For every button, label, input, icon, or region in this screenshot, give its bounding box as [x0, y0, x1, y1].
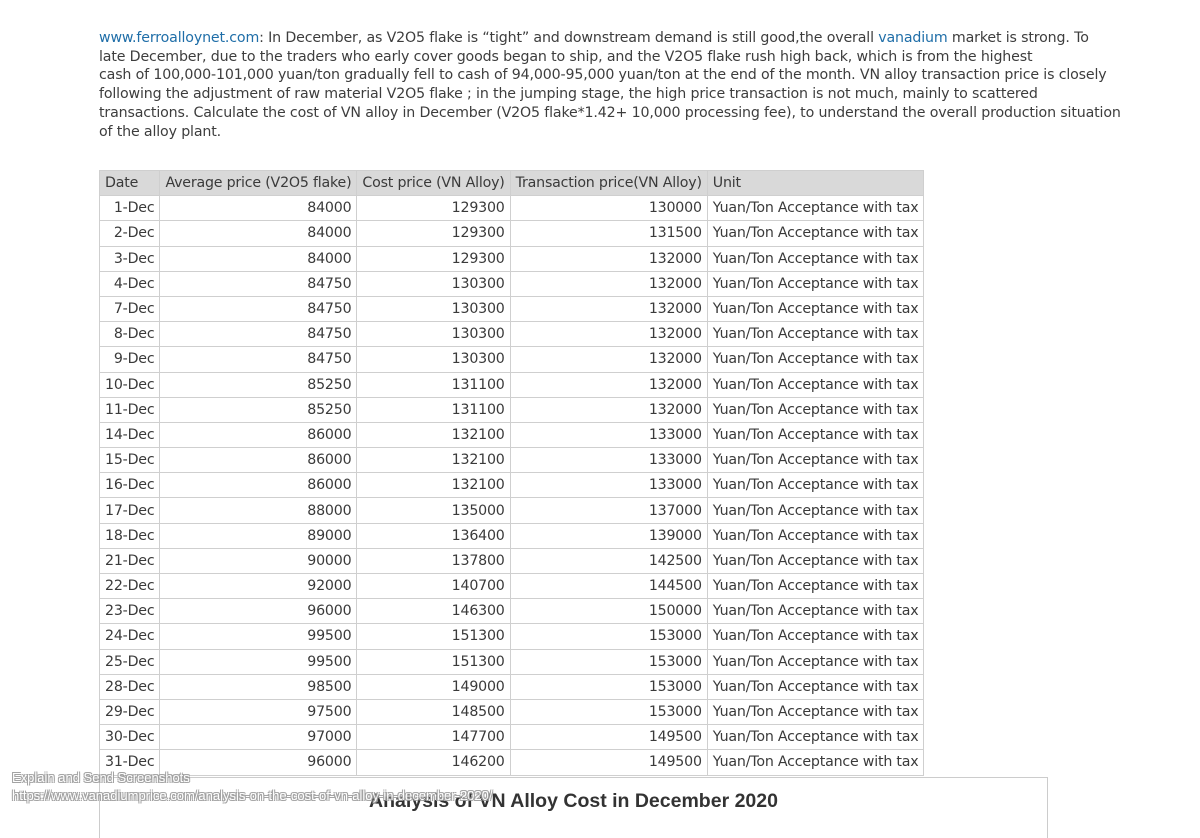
cell-transaction-price: 153000	[510, 674, 707, 699]
cell-unit: Yuan/Ton Acceptance with tax	[707, 574, 924, 599]
cell-date: 2-Dec	[100, 221, 160, 246]
table-row	[100, 574, 924, 599]
cell-date: 4-Dec	[100, 271, 160, 296]
cell-cost-price: 135000	[357, 498, 510, 523]
cell-cost-price: 146200	[357, 750, 510, 775]
cell-date: 24-Dec	[100, 624, 160, 649]
table-row	[100, 674, 924, 699]
cell-unit: Yuan/Ton Acceptance with tax	[707, 296, 924, 321]
cell-transaction-price: 149500	[510, 750, 707, 775]
cell-unit: Yuan/Ton Acceptance with tax	[707, 397, 924, 422]
cell-cost-price: 132100	[357, 448, 510, 473]
cell-average-price: 84000	[160, 221, 357, 246]
cell-average-price: 98500	[160, 674, 357, 699]
cell-unit: Yuan/Ton Acceptance with tax	[707, 649, 924, 674]
table-row	[100, 322, 924, 347]
cell-transaction-price: 132000	[510, 397, 707, 422]
cell-date: 25-Dec	[100, 649, 160, 674]
cell-average-price: 86000	[160, 473, 357, 498]
cell-average-price: 86000	[160, 422, 357, 447]
table-row	[100, 599, 924, 624]
cell-cost-price: 146300	[357, 599, 510, 624]
cell-transaction-price: 133000	[510, 448, 707, 473]
cell-average-price: 88000	[160, 498, 357, 523]
watermark-caption: Explain and Send Screenshots	[12, 770, 190, 785]
intro-line-1-tail: market is strong. To	[947, 30, 1089, 46]
cell-cost-price: 136400	[357, 523, 510, 548]
cell-transaction-price: 142500	[510, 548, 707, 573]
cell-date: 7-Dec	[100, 296, 160, 321]
cell-unit: Yuan/Ton Acceptance with tax	[707, 674, 924, 699]
cell-cost-price: 129300	[357, 246, 510, 271]
cell-date: 23-Dec	[100, 599, 160, 624]
cell-cost-price: 131100	[357, 397, 510, 422]
table-header-row	[100, 171, 924, 196]
intro-line-4: following the adjustment of raw material V2O5 flake ; in the jumping stage, the high price transaction is not much, mainly to scattered	[99, 86, 1038, 103]
header-cost-price: Cost price (VN Alloy)	[357, 171, 510, 196]
cell-average-price: 99500	[160, 624, 357, 649]
intro-line-3: cash of 100,000-101,000 yuan/ton gradually fell to cash of 94,000-95,000 yuan/ton at the end of the month. VN alloy transaction price is closely	[99, 67, 1107, 84]
table-row	[100, 523, 924, 548]
cell-date: 28-Dec	[100, 674, 160, 699]
intro-line-6: of the alloy plant.	[99, 123, 221, 140]
table-row	[100, 397, 924, 422]
cell-date: 30-Dec	[100, 725, 160, 750]
cell-date: 8-Dec	[100, 322, 160, 347]
cell-cost-price: 137800	[357, 548, 510, 573]
cell-transaction-price: 133000	[510, 422, 707, 447]
table-row	[100, 271, 924, 296]
cell-cost-price: 131100	[357, 372, 510, 397]
cell-transaction-price: 139000	[510, 523, 707, 548]
intro-line-5: transactions. Calculate the cost of VN alloy in December (V2O5 flake*1.42+ 10,000 processing fee), to understand the overall production situation	[99, 104, 1121, 121]
cell-cost-price: 130300	[357, 271, 510, 296]
cell-average-price: 92000	[160, 574, 357, 599]
cell-cost-price: 151300	[357, 649, 510, 674]
intro-paragraph	[99, 29, 1121, 141]
cell-cost-price: 151300	[357, 624, 510, 649]
cell-unit: Yuan/Ton Acceptance with tax	[707, 448, 924, 473]
cell-cost-price: 147700	[357, 725, 510, 750]
cell-unit: Yuan/Ton Acceptance with tax	[707, 196, 924, 221]
cell-unit: Yuan/Ton Acceptance with tax	[707, 221, 924, 246]
header-date: Date	[100, 171, 160, 196]
cell-cost-price: 130300	[357, 296, 510, 321]
cell-average-price: 84000	[160, 246, 357, 271]
cell-average-price: 85250	[160, 397, 357, 422]
table-row	[100, 448, 924, 473]
cell-date: 22-Dec	[100, 574, 160, 599]
cell-average-price: 84750	[160, 347, 357, 372]
cell-transaction-price: 137000	[510, 498, 707, 523]
header-transaction-price: Transaction price(VN Alloy)	[510, 171, 707, 196]
intro-line-1-text: : In December, as V2O5 flake is “tight” and downstream demand is still good,the overall	[259, 30, 879, 46]
cell-date: 17-Dec	[100, 498, 160, 523]
cell-average-price: 86000	[160, 448, 357, 473]
intro-line-2: late December, due to the traders who early cover goods began to ship, and the V2O5 flake rush high back, which is from the highest	[99, 48, 1033, 65]
cell-average-price: 85250	[160, 372, 357, 397]
cell-cost-price: 129300	[357, 221, 510, 246]
cell-transaction-price: 132000	[510, 347, 707, 372]
chart-title: Analysis of VN Alloy Cost in December 2020	[369, 790, 778, 812]
cell-date: 1-Dec	[100, 196, 160, 221]
cell-transaction-price: 131500	[510, 221, 707, 246]
table-row	[100, 699, 924, 724]
cell-average-price: 84000	[160, 196, 357, 221]
table-row	[100, 221, 924, 246]
cell-average-price: 89000	[160, 523, 357, 548]
cell-average-price: 96000	[160, 750, 357, 775]
cell-transaction-price: 132000	[510, 271, 707, 296]
cell-unit: Yuan/Ton Acceptance with tax	[707, 246, 924, 271]
cell-date: 29-Dec	[100, 699, 160, 724]
cell-date: 31-Dec	[100, 750, 160, 775]
cell-cost-price: 132100	[357, 422, 510, 447]
cell-transaction-price: 130000	[510, 196, 707, 221]
cell-unit: Yuan/Ton Acceptance with tax	[707, 372, 924, 397]
cell-average-price: 97000	[160, 725, 357, 750]
cell-date: 16-Dec	[100, 473, 160, 498]
cell-unit: Yuan/Ton Acceptance with tax	[707, 725, 924, 750]
table-row	[100, 725, 924, 750]
cell-date: 11-Dec	[100, 397, 160, 422]
cell-date: 18-Dec	[100, 523, 160, 548]
cell-date: 3-Dec	[100, 246, 160, 271]
table-row	[100, 750, 924, 775]
cell-unit: Yuan/Ton Acceptance with tax	[707, 699, 924, 724]
table-row	[100, 473, 924, 498]
ferroalloynet-link[interactable]: www.ferroalloynet.com	[99, 30, 260, 46]
cell-unit: Yuan/Ton Acceptance with tax	[707, 422, 924, 447]
cell-unit: Yuan/Ton Acceptance with tax	[707, 599, 924, 624]
cell-cost-price: 130300	[357, 347, 510, 372]
cell-date: 10-Dec	[100, 372, 160, 397]
cell-average-price: 84750	[160, 296, 357, 321]
cell-unit: Yuan/Ton Acceptance with tax	[707, 624, 924, 649]
watermark-url: https://www.vanadiumprice.com/analysis-on-the-cost-of-vn-alloy-in-december-2020/	[12, 788, 493, 803]
cell-transaction-price: 133000	[510, 473, 707, 498]
table-row	[100, 372, 924, 397]
table-row	[100, 246, 924, 271]
cell-date: 21-Dec	[100, 548, 160, 573]
cell-transaction-price: 132000	[510, 372, 707, 397]
cell-transaction-price: 149500	[510, 725, 707, 750]
header-average-price: Average price (V2O5 flake)	[160, 171, 357, 196]
cell-cost-price: 129300	[357, 196, 510, 221]
cell-unit: Yuan/Ton Acceptance with tax	[707, 473, 924, 498]
cell-unit: Yuan/Ton Acceptance with tax	[707, 523, 924, 548]
cell-cost-price: 140700	[357, 574, 510, 599]
cell-average-price: 84750	[160, 322, 357, 347]
cell-date: 9-Dec	[100, 347, 160, 372]
chart-frame	[99, 777, 1048, 838]
cell-cost-price: 149000	[357, 674, 510, 699]
cell-date: 14-Dec	[100, 422, 160, 447]
cell-unit: Yuan/Ton Acceptance with tax	[707, 322, 924, 347]
cell-transaction-price: 153000	[510, 649, 707, 674]
vn-alloy-price-table	[99, 170, 924, 776]
cell-cost-price: 148500	[357, 699, 510, 724]
cell-transaction-price: 132000	[510, 246, 707, 271]
cell-cost-price: 130300	[357, 322, 510, 347]
table-row	[100, 296, 924, 321]
vanadium-link[interactable]: vanadium	[878, 30, 948, 46]
cell-average-price: 99500	[160, 649, 357, 674]
cell-transaction-price: 132000	[510, 296, 707, 321]
table-row	[100, 548, 924, 573]
cell-transaction-price: 153000	[510, 624, 707, 649]
table-row	[100, 498, 924, 523]
table-row	[100, 422, 924, 447]
cell-unit: Yuan/Ton Acceptance with tax	[707, 498, 924, 523]
cell-date: 15-Dec	[100, 448, 160, 473]
cell-average-price: 96000	[160, 599, 357, 624]
table-body	[100, 196, 924, 775]
cell-unit: Yuan/Ton Acceptance with tax	[707, 750, 924, 775]
cell-unit: Yuan/Ton Acceptance with tax	[707, 347, 924, 372]
cell-average-price: 90000	[160, 548, 357, 573]
cell-transaction-price: 144500	[510, 574, 707, 599]
cell-average-price: 97500	[160, 699, 357, 724]
cell-transaction-price: 150000	[510, 599, 707, 624]
table-row	[100, 347, 924, 372]
header-unit: Unit	[707, 171, 924, 196]
cell-unit: Yuan/Ton Acceptance with tax	[707, 548, 924, 573]
cell-transaction-price: 153000	[510, 699, 707, 724]
table-row	[100, 649, 924, 674]
intro-line-1	[99, 29, 1089, 48]
table-row	[100, 624, 924, 649]
cell-average-price: 84750	[160, 271, 357, 296]
cell-transaction-price: 132000	[510, 322, 707, 347]
cell-cost-price: 132100	[357, 473, 510, 498]
table-row	[100, 196, 924, 221]
cell-unit: Yuan/Ton Acceptance with tax	[707, 271, 924, 296]
